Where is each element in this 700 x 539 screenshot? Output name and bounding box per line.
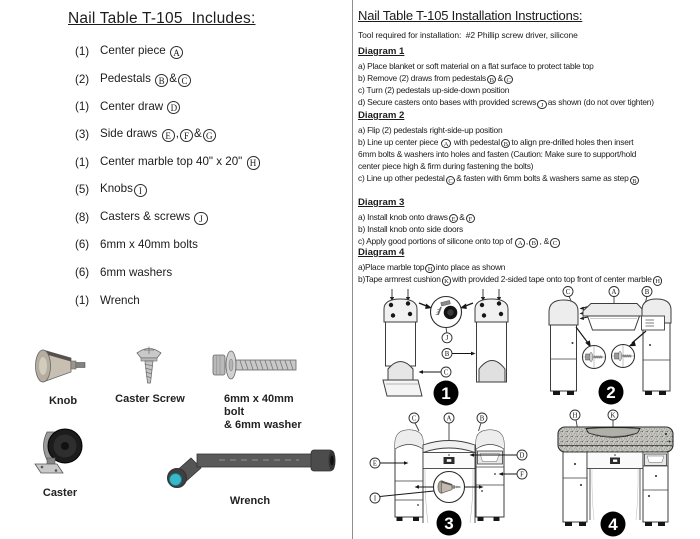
item-label: 6mm washers (100, 266, 173, 280)
instruction-line: c) Line up other pedestal C & fasten with 6mm bolts & washers same as step B (358, 172, 700, 185)
item-label: Pedestals B & C (100, 72, 192, 87)
step-badge-4 (601, 512, 626, 537)
caster-screw-image (127, 342, 173, 386)
section-diagram-2 (358, 110, 700, 185)
item-label: Casters & screws J (100, 210, 209, 225)
callout-c (419, 367, 452, 377)
diagram-2-heading: Diagram 2 (358, 110, 405, 121)
instruction-line: a)Place marble top H into place as shown (358, 261, 506, 273)
item-qty: (2) (75, 72, 90, 86)
diagrams-panel (352, 285, 700, 539)
diagram-4-drawing (546, 400, 700, 539)
list-item (75, 38, 261, 66)
includes-list (75, 38, 261, 314)
diagram-4-heading: Diagram 4 (358, 247, 405, 258)
callout-b (642, 287, 652, 297)
diagram-4 (546, 400, 700, 539)
item-qty: (1) (75, 45, 90, 59)
item-label: Side draws E , F & G (100, 127, 217, 142)
caster-image (31, 422, 89, 480)
callout-k-label: K (610, 412, 616, 420)
callout-b-label: B (479, 415, 485, 423)
includes-title: Nail Table T-105 Includes: (68, 10, 256, 27)
bolt-inset-left (583, 346, 606, 369)
item-qty: (5) (75, 183, 90, 197)
item-label: Center draw D (100, 100, 181, 115)
item-label: 6mm x 40mm bolts (100, 238, 198, 252)
callout-a (609, 287, 619, 297)
step-number: 3 (444, 514, 454, 533)
instruction-line: b) Install knob onto side doors (358, 224, 463, 235)
part-caption-wrench: Wrench (229, 495, 271, 507)
list-item (75, 121, 261, 149)
list-item (75, 93, 261, 121)
list-item (75, 176, 261, 204)
list-item (75, 259, 261, 287)
part-caption-bolt (205, 393, 310, 432)
item-label: Center piece A (100, 44, 184, 59)
section-diagram-4 (358, 247, 700, 286)
step-number: 1 (441, 384, 451, 403)
callout-b-label: B (444, 350, 450, 358)
instruction-line: center piece high & firm during fastening the bolts) (358, 161, 534, 172)
item-qty: (6) (75, 238, 90, 252)
list-item (75, 148, 261, 176)
step-number: 4 (608, 515, 618, 534)
item-qty: (3) (75, 128, 90, 142)
instruction-line: 6mm bolts & washers into holes and fasten (Caution: Make sure to support/hold (358, 149, 637, 160)
callout-b (477, 413, 487, 423)
instruction-line: c) Apply good portions of silicone onto top of A , B , & C (358, 235, 700, 248)
item-qty: (1) (75, 293, 90, 307)
part-figure-bolt (205, 342, 310, 432)
item-qty: (1) (75, 100, 90, 114)
list-item (75, 231, 261, 259)
instructions-title: Nail Table T-105 Installation Instructions: (358, 8, 583, 23)
list-item (75, 286, 261, 314)
callout-b (442, 349, 476, 359)
part-caption-caster: Caster (42, 487, 78, 499)
list-item (75, 66, 261, 94)
step-badge-1 (434, 381, 459, 406)
item-qty: (6) (75, 266, 90, 280)
bolt-inset-right (612, 345, 635, 368)
bolt-washer-image (208, 342, 308, 386)
knob-image (31, 342, 96, 388)
instruction-line: a) Install knob onto draws E & F (358, 211, 700, 224)
part-caption-caster-screw: Caster Screw (115, 393, 185, 405)
step-badge-3 (437, 511, 462, 536)
callout-c (563, 287, 573, 297)
diagram-1 (362, 288, 547, 406)
callout-c-label: C (443, 369, 449, 377)
diagram-3-heading: Diagram 3 (358, 197, 405, 208)
callout-a-label: A (446, 415, 452, 423)
instruction-line: b) Line up center piece A with pedestal B to align pre-drilled holes then insert (358, 136, 634, 148)
diagram-3-drawing (362, 405, 547, 539)
callout-i-label: I (373, 495, 377, 503)
instruction-line: b) Remove (2) draws from pedestals B & C (358, 72, 700, 85)
part-caption-knob: Knob (48, 395, 78, 407)
callout-c-label: C (411, 415, 417, 423)
diagram-2 (546, 285, 700, 406)
callout-c (409, 413, 419, 423)
step-number: 2 (606, 383, 616, 402)
item-qty: (8) (75, 210, 90, 224)
instruction-line: b)Tape armrest cushion K with provided 2-sided tape onto top front of center marble H (358, 273, 700, 286)
instruction-line: a) Place blanket or soft material on a flat surface to protect table top (358, 60, 594, 71)
section-diagram-1 (358, 46, 700, 109)
diagram-1-drawing (362, 288, 547, 406)
callout-b-label: B (644, 288, 650, 296)
section-diagram-3 (358, 197, 700, 248)
part-figure-caster (28, 422, 92, 499)
item-label: Wrench (100, 293, 140, 307)
diagram-3 (362, 405, 547, 539)
callout-a-label: A (611, 288, 617, 296)
callout-d-label: D (519, 452, 525, 460)
callout-j-label: J (445, 335, 449, 343)
item-label: Knobs I (100, 182, 148, 197)
callout-h-label: H (572, 412, 578, 420)
diagram-2-drawing (546, 285, 700, 406)
callout-j (442, 333, 452, 343)
part-figure-caster-screw (115, 342, 185, 405)
instruction-line: c) Turn (2) pedestals up-side-down position (358, 85, 510, 96)
bolt-caption-line2: & 6mm washer (224, 419, 302, 431)
instruction-line: d) Secure casters onto bases with provided screws J as shown (do not over tighten) (358, 97, 654, 109)
callout-e-label: E (372, 460, 378, 468)
callout-f-label: F (520, 471, 524, 479)
item-qty: (1) (75, 155, 90, 169)
wrench-image (161, 436, 339, 488)
callout-k (608, 410, 618, 420)
item-label: Center marble top 40" x 20" H (100, 155, 261, 170)
instruction-line: a) Flip (2) pedestals right-side-up position (358, 124, 503, 135)
part-figure-knob (28, 342, 98, 407)
callout-a (444, 413, 454, 423)
diagram-1-heading: Diagram 1 (358, 46, 405, 57)
callout-c-label: C (565, 288, 571, 296)
list-item (75, 204, 261, 232)
tools-required-note: Tool required for installation: #2 Phillip screw driver, silicone (358, 30, 578, 40)
part-figure-wrench (160, 436, 340, 507)
callout-h (570, 410, 580, 420)
bolt-caption-line1: 6mm x 40mm bolt (224, 393, 294, 418)
